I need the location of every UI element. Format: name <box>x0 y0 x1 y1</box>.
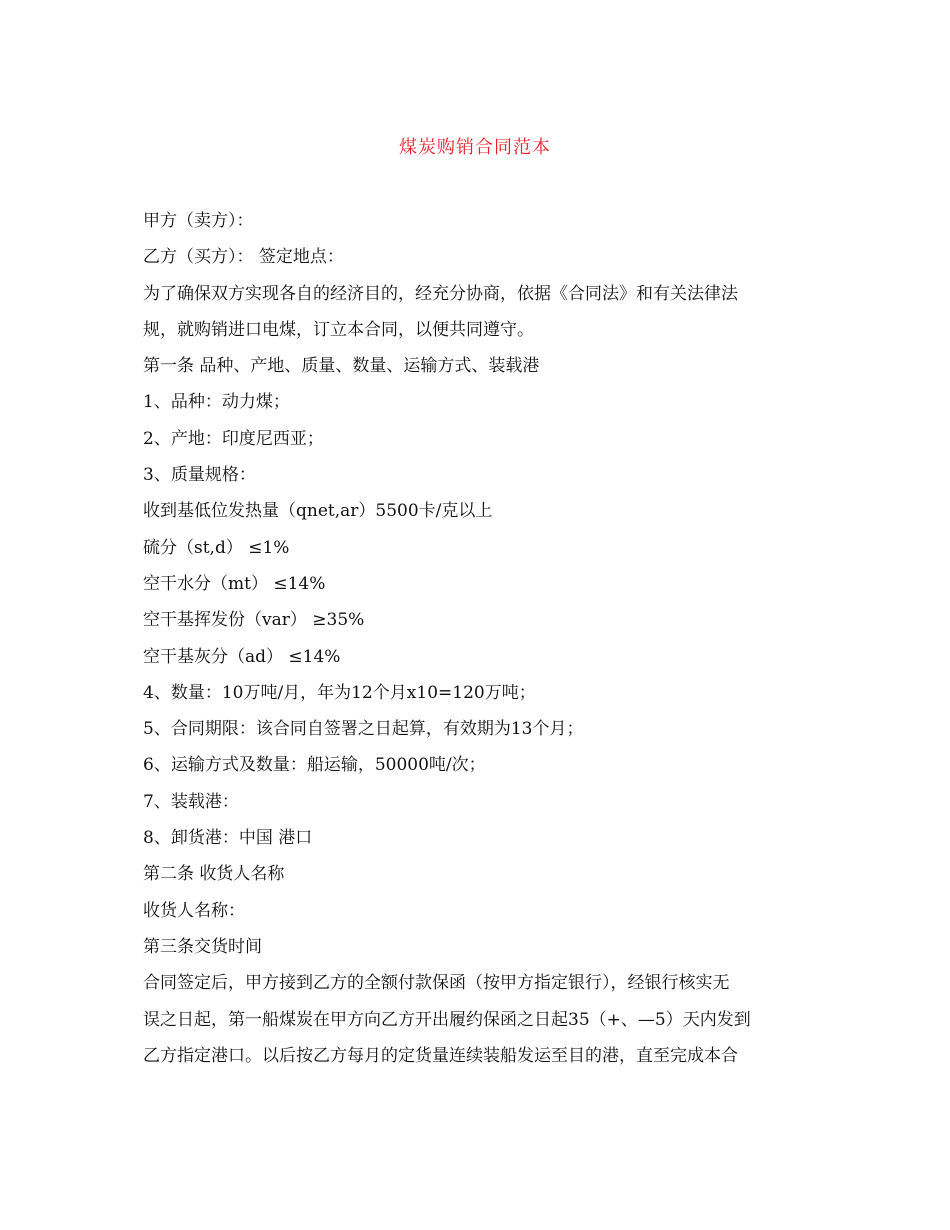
document-title: 煤炭购销合同范本 <box>399 137 551 158</box>
document-body <box>143 203 808 1074</box>
text-line: 收到基低位发热量（qnet,ar）5500卡/克以上 <box>143 501 493 522</box>
text-line: 第一条 品种、产地、质量、数量、运输方式、装载港 <box>143 356 540 377</box>
text-line: 7、装载港： <box>143 791 239 812</box>
text-line: 4、数量：10万吨/月，年为12个月x10=120万吨； <box>143 682 536 703</box>
text-line: 2、产地：印度尼西亚； <box>143 428 324 449</box>
text-line: 3、质量规格： <box>143 465 256 486</box>
text-line: 6、运输方式及数量：船运输，50000吨/次； <box>143 755 486 776</box>
text-line: 空干基灰分（ad） ≤14% <box>143 646 341 667</box>
text-line: 5、合同期限：该合同自签署之日起算，有效期为13个月； <box>143 719 584 740</box>
text-line: 第二条 收货人名称 <box>143 864 285 885</box>
text-line: 甲方（卖方）： <box>143 211 254 231</box>
text-line: 硫分（st,d） ≤1% <box>143 537 290 558</box>
text-line: 为了确保双方实现各自的经济目的，经充分协商，依据《合同法》和有关法律法 <box>143 283 738 304</box>
text-line: 乙方指定港口。以后按乙方每月的定货量连续装船发运至目的港，直至完成本合 <box>143 1045 738 1066</box>
text-line: 第三条交货时间 <box>143 936 262 957</box>
text-line: 合同签定后，甲方接到乙方的全额付款保函（按甲方指定银行），经银行核实无 <box>143 973 730 994</box>
text-line: 空干基挥发份（var） ≥35% <box>143 610 365 631</box>
text-line: 1、品种：动力煤； <box>143 392 290 413</box>
text-line: 乙方（买方）： 签定地点： <box>143 247 344 268</box>
text-line: 8、卸货港：中国 港口 <box>143 828 313 849</box>
text-line: 空干水分（mt） ≤14% <box>143 573 326 594</box>
text-line: 收货人名称： <box>143 900 245 921</box>
text-line: 误之日起，第一船煤炭在甲方向乙方开出履约保函之日起35（+、—5）天内发到 <box>143 1009 751 1030</box>
text-line: 规，就购销进口电煤，订立本合同，以便共同遵守。 <box>143 319 534 340</box>
